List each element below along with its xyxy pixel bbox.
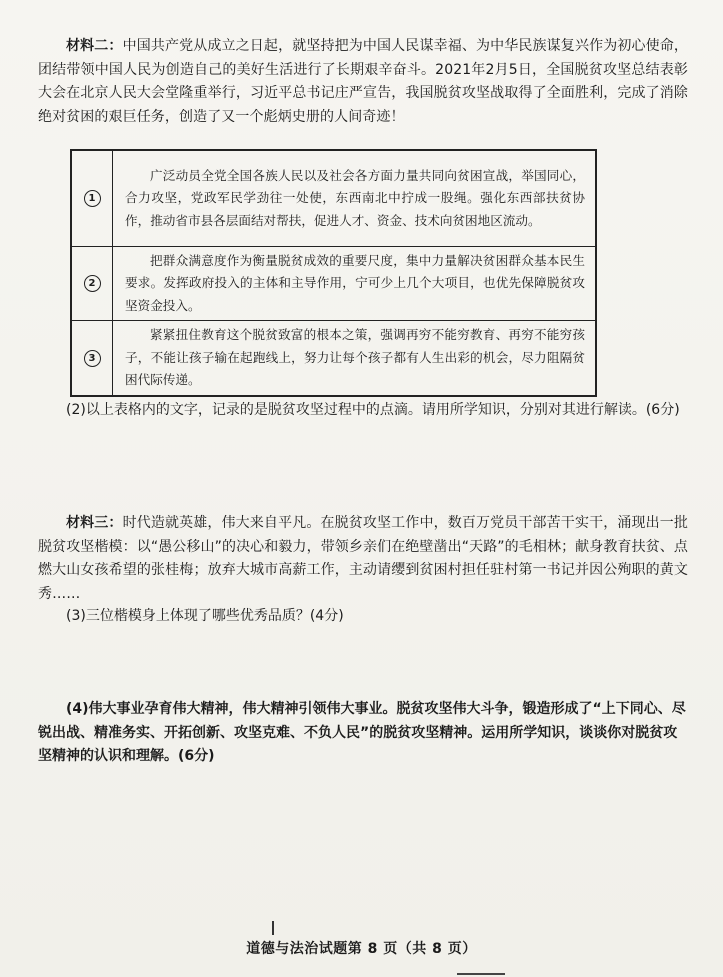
circled-number: 1 [84,190,101,207]
row-text-cell [113,246,597,321]
row-text: 广泛动员全党全国各族人民以及社会各方面力量共同向贫困宣战，举国同心，合力攻坚，党政军民学劲往一处使，东西南北中拧成一股绳。强化东西部扶贫协作，推动省市县各层面结对帮扶，促进人才、资金、技术向贫困地区流动。 [125,167,585,228]
row-text-cell [113,321,597,396]
question-4: (4)伟大事业孕育伟大精神，伟大精神引领伟大事业。脱贫攻坚伟大斗争，锻造形成了“上下同心、尽锐出战、精准务实、开拓创新、攻坚克难、不负人民”的脱贫攻坚精神。运用所学知识，谈谈你对脱贫攻坚精神的认识和理解。(6分) [38,701,686,765]
stray-mark [272,921,274,935]
row-text: 把群众满意度作为衡量脱贫成效的重要尺度，集中力量解决贫困群众基本民生要求。发挥政府投入的主体和主导作用，宁可少上几个大项目，也优先保障脱贫攻坚资金投入。 [125,252,585,313]
row-text: 紧紧扭住教育这个脱贫致富的根本之策，强调再穷不能穷教育、再穷不能穷孩子，不能让孩子输在起跑线上，努力让每个孩子都有人生出彩的机会，尽力阻隔贫困代际传递。 [125,327,585,387]
material-two-label: 材料二： [66,38,123,54]
material-three-paragraph [38,512,688,606]
material-table [70,149,597,397]
circled-number: 2 [84,275,101,292]
material-three-label: 材料三： [66,515,123,531]
cut-line [457,973,505,975]
material-two-text: 中国共产党从成立之日起，就坚持把为中国人民谋幸福、为中华民族谋复兴作为初心使命，团结带领中国人民为创造自己的美好生活进行了长期艰辛奋斗。2021年2月5日，全国脱贫攻坚总结表彰大会在北京人民大会堂隆重举行，习近平总书记庄严宣告，我国脱贫攻坚战取得了全面胜利，完成了消除绝对贫困的艰巨任务，创造了又一个彪炳史册的人间奇迹！ [38,38,689,125]
circled-number: 3 [84,350,101,367]
table-row [71,246,596,321]
row-text-cell [113,150,597,246]
table-row [71,150,596,246]
question-2: (2)以上表格内的文字，记录的是脱贫攻坚过程中的点滴。请用所学知识，分别对其进行解读。(6分) [66,402,680,418]
page-footer: 道德与法治试题第 8 页（共 8 页） [246,941,477,957]
row-number-cell [71,150,113,246]
row-number-cell [71,321,113,396]
material-three-text: 时代造就英雄，伟大来自平凡。在脱贫攻坚工作中，数百万党员干部苦干实干，涌现出一批脱贫攻坚楷模：以“愚公移山”的决心和毅力，带领乡亲们在绝壁凿出“天路”的毛相林；献身教育扶贫、点燃大山女孩希望的张桂梅；放弃大城市高薪工作，主动请缨到贫困村担任驻村第一书记并因公殉职的黄文秀…… [38,515,689,602]
material-two-paragraph [38,35,688,129]
question-3: (3)三位楷模身上体现了哪些优秀品质？(4分) [66,608,344,624]
row-number-cell [71,246,113,321]
table-row [71,321,596,396]
